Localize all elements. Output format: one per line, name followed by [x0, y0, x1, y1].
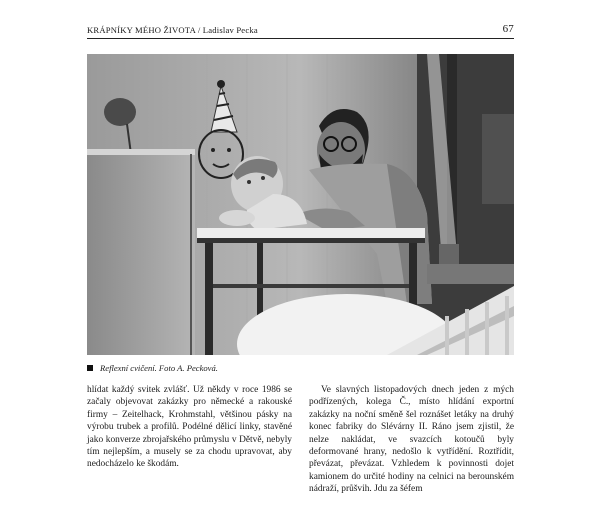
- photograph: [87, 54, 514, 355]
- caption-bullet-icon: [87, 365, 93, 371]
- photo-caption: [87, 363, 218, 373]
- running-header: [87, 24, 514, 38]
- body-column-left: hlídat každý svitek zvlášť. Už někdy v roce 1986 se začaly objevovat zakázky pro německé a rakouské firmy – Zeitelhack, Krohmstahl, většinou pásky na výrobu trubek a profilů. Podélné dělicí linky, stavěné jako konverze zbrojařského průmyslu v Dětvě, nebyly tím nejlepším, a musely se za chodu upravovat, aby nedocházelo ke škodám.: [87, 385, 292, 470]
- header-rule: [87, 38, 514, 39]
- running-title: KRÁPNÍKY MÉHO ŽIVOTA / Ladislav Pecka: [87, 25, 258, 35]
- body-column-right: Ve slavných listopadových dnech jeden z mých podřízených, kolega Č., místo hlídání exportní zakázky na noční směně šel roznášet letáky na druhý konec fabriky do Slévárny II. Ráno jsem zjistil, že nelze nakládat, ve svazcích kotoučů byly deformované hrany, nedošlo k vytřídění. Roztřídit, převázat, převázat. Vzhledem k povinnosti dojet kamionem do určité hodiny na celnici na berounském nádraží, průšvih. Jdu za šéfem: [309, 385, 514, 495]
- caption-text: Reflexní cvičení. Foto A. Pecková.: [100, 363, 218, 373]
- page-number: 67: [502, 23, 514, 35]
- photograph-father-and-baby-icon: [87, 54, 514, 355]
